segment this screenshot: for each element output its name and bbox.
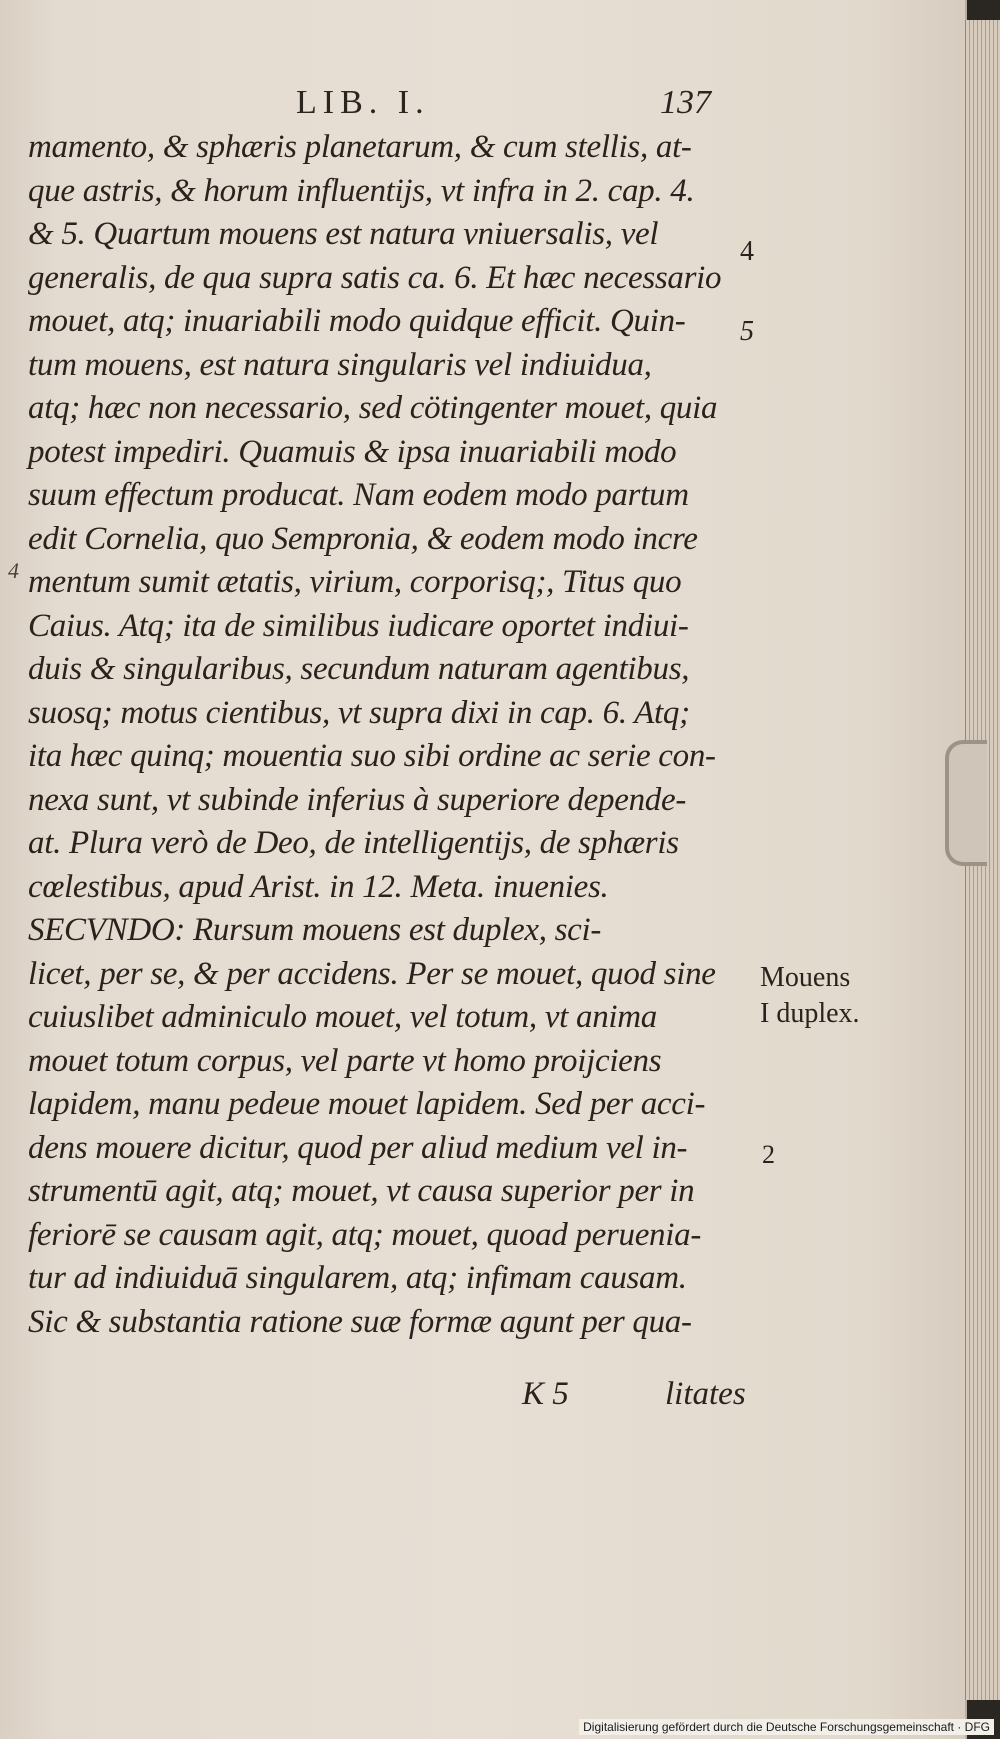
- text-line: cuiuslibet adminiculo mouet, vel totum, vt anima: [28, 999, 657, 1035]
- text-line: suosq; motus cientibus, vt supra dixi in cap. 6. Atq;: [28, 694, 690, 731]
- margin-note-line: I duplex.: [760, 998, 860, 1029]
- text-line: tur ad indiuiduā singularem, atq; infimam causam.: [28, 1260, 687, 1296]
- text-line: strumentū agit, atq; mouet, vt causa superior per in: [28, 1173, 695, 1209]
- body-text: [28, 126, 758, 1344]
- text-line: Caius. Atq; ita de similibus iudicare oportet indiui-: [28, 607, 689, 644]
- text-line: Sic & substantia ratione suæ formæ agunt per qua-: [28, 1303, 692, 1340]
- text-line: licet, per se, & per accidens. Per se mouet, quod sine: [28, 955, 716, 992]
- text-line: edit Cornelia, quo Sempronia, & eodem modo incre: [28, 520, 698, 557]
- text-line: & 5. Quartum mouens est natura vniuersalis, vel: [28, 216, 659, 252]
- text-line: cœlestibus, apud Arist. in 12. Meta. inuenies.: [28, 868, 609, 905]
- running-head-title: LIB. I.: [296, 84, 430, 121]
- page-number: 137: [660, 84, 711, 121]
- margin-note-mouens-duplex: [760, 960, 860, 1032]
- text-line: mamento, & sphæris planetarum, & cum stellis, at-: [28, 129, 692, 165]
- text-line: dens mouere dicitur, quod per aliud medium vel in-: [28, 1129, 688, 1166]
- text-line: duis & singularibus, secundum naturam agentibus,: [28, 651, 690, 687]
- margin-note-2: 2: [762, 1140, 775, 1169]
- running-head: [0, 84, 965, 124]
- text-line: SECVNDO: Rursum mouens est duplex, sci-: [28, 912, 602, 948]
- text-line: suum effectum producat. Nam eodem modo partum: [28, 477, 689, 513]
- text-line: mouet, atq; inuariabili modo quidque efficit. Quin-: [28, 303, 686, 339]
- text-line: atq; hæc non necessario, sed cötingenter mouet, quia: [28, 390, 718, 426]
- text-line: at. Plura verò de Deo, de intelligentijs, de sphæris: [28, 825, 679, 861]
- text-line: tum mouens, est natura singularis vel indiuidua,: [28, 346, 652, 383]
- text-line: generalis, de qua supra satis ca. 6. Et hæc necessario: [28, 259, 722, 296]
- margin-note-stray: 4: [8, 558, 19, 583]
- book-clasp: [945, 740, 987, 866]
- signature-mark: K 5: [522, 1376, 569, 1412]
- margin-note-5: 5: [740, 316, 754, 347]
- text-line: potest impediri. Quamuis & ipsa inuariabili modo: [28, 433, 677, 470]
- margin-note-line: Mouens: [760, 962, 851, 993]
- text-line: ita hæc quinq; mouentia suo sibi ordine ac serie con-: [28, 738, 716, 774]
- text-line: mouet totum corpus, vel parte vt homo proijciens: [28, 1042, 662, 1079]
- text-line: nexa sunt, vt subinde inferius à superiore depende-: [28, 781, 687, 818]
- text-line: lapidem, manu pedeue mouet lapidem. Sed per acci-: [28, 1086, 706, 1122]
- text-line: feriorē se causam agit, atq; mouet, quoad perueniа-: [28, 1216, 702, 1253]
- text-line: mentum sumit ætatis, virium, corporisq;, Titus quo: [28, 564, 682, 600]
- margin-note-4: 4: [740, 236, 754, 267]
- text-line: que astris, & horum influentijs, vt infra in 2. cap. 4.: [28, 172, 695, 209]
- catchword: litates: [665, 1376, 746, 1412]
- digitization-credit: Digitalisierung gefördert durch die Deutsche Forschungsgemeinschaft · DFG: [579, 1719, 994, 1735]
